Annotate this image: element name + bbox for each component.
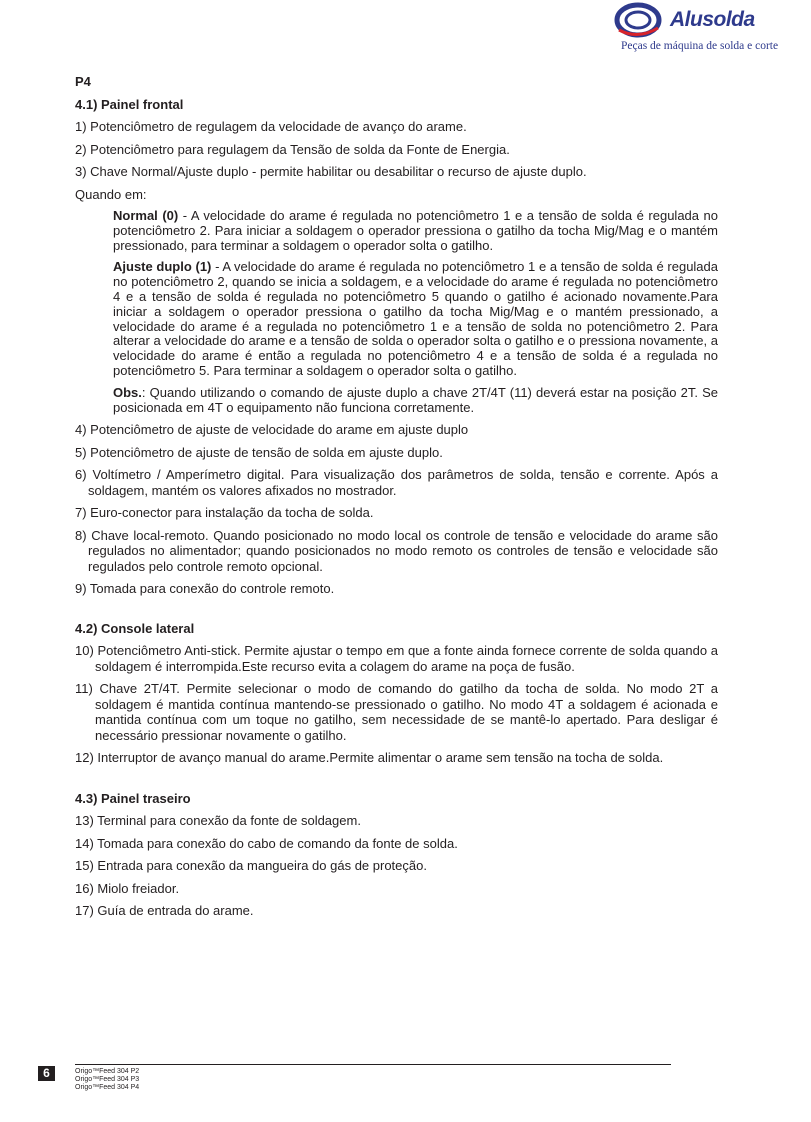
footer-model: Origo™Feed 304 P2 xyxy=(75,1068,140,1075)
footer-model-list xyxy=(75,1068,139,1092)
list-item: 12) Interruptor de avanço manual do arame.Permite alimentar o arame sem tensão na tocha de solda. xyxy=(75,750,664,766)
heading-rear-panel: 4.3) Painel traseiro xyxy=(75,790,191,806)
brand-tagline: Peças de máquina de solda e corte xyxy=(621,40,779,52)
list-item: 9) Tomada para conexão do controle remoto. xyxy=(75,581,335,597)
dual-mode-paragraph xyxy=(75,260,718,378)
normal-mode-label: Normal (0) xyxy=(113,208,179,223)
list-item: 16) Miolo freiador. xyxy=(75,880,180,896)
list-item: 5) Potenciômetro de ajuste de tensão de solda em ajuste duplo. xyxy=(75,444,443,460)
list-item: 13) Terminal para conexão da fonte de soldagem. xyxy=(75,813,361,829)
document-body xyxy=(75,74,718,926)
list-item: 7) Euro-conector para instalação da tocha de solda. xyxy=(75,505,374,521)
heading-front-panel: 4.1) Painel frontal xyxy=(75,96,184,112)
list-item: 15) Entrada para conexão da mangueira do gás de proteção. xyxy=(75,858,427,874)
section-label: P4 xyxy=(75,74,91,89)
dual-mode-label: Ajuste duplo (1) xyxy=(113,259,212,275)
brand-name: Alusolda xyxy=(670,8,755,31)
list-item: 2) Potenciômetro para regulagem da Tensão de solda da Fonte de Energia. xyxy=(75,141,510,157)
list-item: 8) Chave local-remoto. Quando posicionado no modo local os controle de tensão e velocidade do arame são regulados no alimentador; quando posicionados no modo remoto os controles de tensão e velocidade são regulados pelo controle remoto opcional. xyxy=(75,527,718,574)
footer-model: Origo™Feed 304 P4 xyxy=(75,1084,140,1091)
obs-text: : Quando utilizando o comando de ajuste duplo a chave 2T/4T (11) deverá estar na posição 2T. Se posicionada em 4T o equipamento não funciona corretamente. xyxy=(113,384,718,415)
list-item: 1) Potenciômetro de regulagem da velocidade de avanço do arame. xyxy=(75,119,467,134)
list-item: 14) Tomada para conexão do cabo de comando da fonte de solda. xyxy=(75,835,458,851)
heading-side-console: 4.2) Console lateral xyxy=(75,620,195,636)
list-item: 11) Chave 2T/4T. Permite selecionar o modo de comando do gatilho da tocha de solda. No modo 2T a soldagem é mantida contínua mantendo-se pressionado o gatilho. No modo 4T a soldagem é acionada e mantida contínua com um toque no gatilho, sem necessidade de se mantê-lo apertado. Para desligar é necessário pressionar novamente o gatilho. xyxy=(75,681,718,743)
normal-mode-text: - A velocidade do arame é regulada no potenciômetro 1 e a tensão de solda é regulada no potenciômetro 2. Para iniciar a soldagem o operador pressiona o gatilho da tocha Mig/Mag e o mantém pressionado, para terminar a soldagem o operador solta o gatilho. xyxy=(113,208,718,253)
obs-paragraph xyxy=(75,386,718,416)
list-item: 17) Guía de entrada do arame. xyxy=(75,903,254,919)
dual-mode-text: - A velocidade do arame é regulada no potenciômetro 1 e a tensão de solda é regulada no potenciômetro 2, quando se inicia a soldagem, e a velocidade do arame é regulada no potenciômetro 4 e a tensão de solda é regulada no potenciômetro 5 quando o gatilho é acionado novamente.Para iniciar a soldagem o operador pressiona o gatilho da tocha Mig/Mag e o mantém pressionado, a velocidade do arame é a regulada no potenciômetro 1 e a tensão de solda no potenciômetro 2. Para alterar a velocidade do arame e a tensão de solda o operador solta o gatilho e o pressiona novamente, a velocidade do arame é então a regulada no potenciômetro 4 e a tensão de solda é a regulada no potenciômetro 5. Para terminar a soldagem o operador solta o gatilho. xyxy=(113,259,719,378)
when-label: Quando em: xyxy=(75,186,147,202)
obs-label: Obs. xyxy=(113,384,142,400)
page-number: 6 xyxy=(38,1066,55,1081)
footer-divider xyxy=(75,1064,671,1065)
list-item: 10) Potenciômetro Anti-stick. Permite ajustar o tempo em que a fonte ainda fornece corrente de solda quando a soldagem é interrompida.Este recurso evita a colagem do arame na poça de fusão. xyxy=(75,643,718,674)
footer-model: Origo™Feed 304 P3 xyxy=(75,1076,140,1083)
list-item: 4) Potenciômetro de ajuste de velocidade do arame em ajuste duplo xyxy=(75,422,469,438)
list-item: 3) Chave Normal/Ajuste duplo - permite habilitar ou desabilitar o recurso de ajuste duplo. xyxy=(75,164,587,179)
list-item: 6) Voltímetro / Amperímetro digital. Para visualização dos parâmetros de solda, tensão e corrente. Após a soldagem, mantém os valores afixados no mostrador. xyxy=(75,467,718,498)
normal-mode-paragraph xyxy=(75,209,718,253)
